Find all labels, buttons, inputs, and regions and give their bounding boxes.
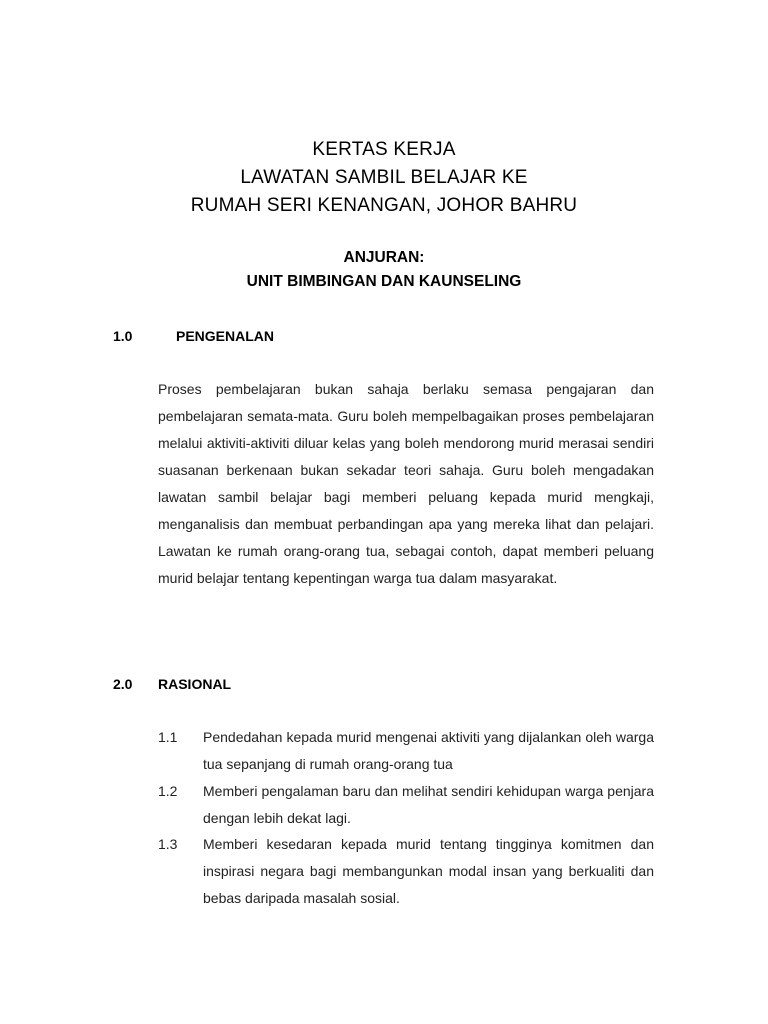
section-2-title: RASIONAL: [158, 676, 232, 692]
rational-item-3-text: Memberi kesedaran kepada murid tentang tingginya komitmen dan inspirasi negara bagi membangunkan modal insan yang berkualiti dan bebas daripada masalah sosial.: [203, 836, 654, 906]
section-1-paragraph: Proses pembelajaran bukan sahaja berlaku semasa pengajaran dan pembelajaran semata-mata. Guru boleh mempelbagaikan proses pembelajaran melalui aktiviti-aktiviti diluar kelas yang boleh mendorong murid merasai sendiri suasanan berkenaan bukan sekadar teori sahaja. Guru boleh mengadakan lawatan sambil belajar bagi memberi peluang kepada murid mengkaji, menganalisis dan membuat perbandingan apa yang mereka lihat dan pelajari. Lawatan ke rumah orang-orang tua, sebagai contoh, dapat memberi peluang murid belajar tentang kepentingan warga tua dalam masyarakat.: [158, 381, 654, 586]
title-line-2: LAWATAN SAMBIL BELAJAR KE: [240, 167, 528, 188]
title-line-1: KERTAS KERJA: [312, 139, 456, 160]
organizer-name: UNIT BIMBINGAN DAN KAUNSELING: [246, 273, 522, 290]
section-1-title: PENGENALAN: [176, 328, 275, 344]
title-line-3: RUMAH SERI KENANGAN, JOHOR BAHRU: [190, 195, 578, 216]
section-2-number: 2.0: [113, 676, 133, 692]
organizer-label: ANJURAN:: [343, 249, 425, 266]
rational-item-3-number: 1.3: [158, 836, 178, 852]
rational-item-2-text: Memberi pengalaman baru dan melihat sendiri kehidupan warga penjara dengan lebih dekat lagi.: [203, 783, 654, 826]
rational-item-1-text: Pendedahan kepada murid mengenai aktiviti yang dijalankan oleh warga tua sepanjang di rumah orang-orang tua: [203, 729, 654, 772]
rational-item-2-number: 1.2: [158, 783, 178, 799]
rational-item-1-number: 1.1: [158, 729, 178, 745]
section-1-number: 1.0: [113, 328, 133, 344]
